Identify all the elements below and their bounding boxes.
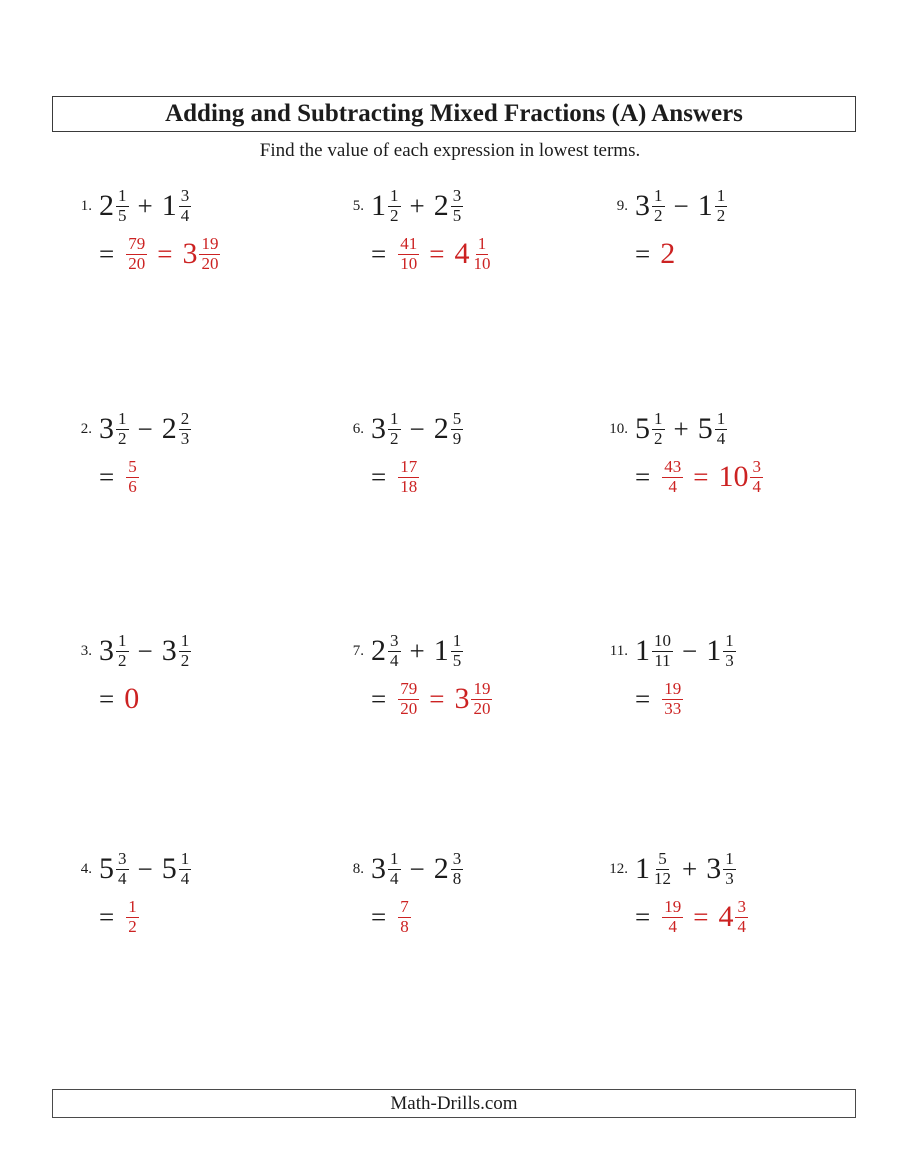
fraction — [179, 410, 192, 448]
numerator: 1 — [390, 848, 399, 868]
mixed-number — [99, 850, 129, 888]
numerator: 1 — [118, 185, 127, 205]
numerator: 5 — [128, 456, 137, 476]
mixed-number — [162, 632, 192, 670]
denominator: 5 — [118, 205, 127, 225]
fraction — [471, 235, 492, 273]
numerator: 7 — [400, 896, 409, 916]
operator: − — [137, 413, 153, 444]
fraction — [116, 410, 129, 448]
answer-fraction — [660, 680, 683, 718]
problem-work — [99, 406, 191, 500]
problem-2 — [60, 406, 191, 500]
whole-part: 5 — [697, 412, 713, 445]
mixed-number — [99, 410, 129, 448]
problem-11 — [596, 628, 736, 722]
answer-mixed-number — [182, 235, 220, 273]
denominator: 4 — [390, 650, 399, 670]
fraction — [398, 458, 419, 496]
numerator: 1 — [725, 630, 734, 650]
problem-number: 6. — [352, 421, 364, 437]
problem-number: 1. — [80, 198, 92, 214]
fraction — [179, 632, 192, 670]
fraction — [116, 632, 129, 670]
denominator: 9 — [452, 428, 462, 448]
problem-answer — [371, 231, 492, 277]
fraction — [471, 680, 492, 718]
fraction — [652, 187, 665, 225]
mixed-number — [698, 410, 728, 448]
numerator: 1 — [654, 185, 663, 205]
fraction — [652, 850, 673, 888]
problem-7 — [332, 628, 492, 722]
operator: + — [409, 190, 425, 221]
answer-mixed-number — [454, 235, 492, 273]
answer-fraction — [660, 458, 683, 496]
denominator: 4 — [390, 868, 399, 888]
fraction — [179, 850, 192, 888]
numerator: 2 — [180, 408, 190, 428]
mixed-number — [635, 187, 665, 225]
denominator: 3 — [725, 868, 734, 888]
fraction — [398, 235, 419, 273]
denominator: 2 — [654, 428, 663, 448]
mixed-number — [635, 850, 673, 888]
denominator: 5 — [452, 205, 462, 225]
fraction — [723, 850, 736, 888]
mixed-number — [99, 187, 129, 225]
fraction — [451, 632, 464, 670]
answer-fraction — [396, 235, 419, 273]
answer-fraction — [124, 898, 139, 936]
numerator: 1 — [180, 630, 190, 650]
operator: − — [409, 413, 425, 444]
denominator: 20 — [473, 698, 491, 718]
mixed-number — [434, 850, 464, 888]
footer-box — [52, 1089, 856, 1118]
whole-part: 1 — [161, 189, 177, 222]
operator: − — [682, 635, 698, 666]
page-title: Adding and Subtracting Mixed Fractions (A) Answers — [165, 100, 743, 127]
answer-fraction — [396, 680, 419, 718]
mixed-number — [635, 410, 665, 448]
fraction — [662, 680, 683, 718]
problem-answer — [99, 676, 191, 722]
problem-expression — [99, 183, 220, 229]
equals-sign: = — [429, 238, 445, 269]
problem-work — [99, 846, 191, 940]
denominator: 3 — [180, 428, 190, 448]
operator: + — [409, 635, 425, 666]
fraction — [179, 187, 192, 225]
numerator: 3 — [118, 848, 127, 868]
denominator: 20 — [400, 698, 418, 718]
instruction-text: Find the value of each expression in lowest terms. — [259, 140, 641, 161]
numerator: 1 — [654, 408, 663, 428]
numerator: 79 — [128, 233, 146, 253]
problem-expression — [99, 406, 191, 452]
whole-part: 3 — [99, 412, 114, 445]
numerator: 19 — [664, 896, 682, 916]
denominator: 10 — [400, 253, 418, 273]
mixed-number — [454, 235, 492, 273]
problem-answer — [371, 676, 492, 722]
problem-answer — [371, 894, 463, 940]
whole-part: 5 — [99, 852, 114, 885]
answer-mixed-number — [454, 680, 492, 718]
problem-9 — [596, 183, 727, 277]
problem-expression — [371, 406, 463, 452]
denominator: 10 — [473, 253, 491, 273]
answer-fraction — [396, 898, 411, 936]
equals-sign: = — [693, 461, 709, 492]
equals-sign: = — [635, 238, 651, 269]
whole-part: 1 — [371, 189, 386, 222]
fraction — [652, 632, 673, 670]
denominator: 20 — [201, 253, 219, 273]
numerator: 1 — [716, 408, 726, 428]
whole-part: 3 — [182, 237, 198, 270]
equals-sign: = — [371, 683, 387, 714]
numerator: 1 — [725, 848, 734, 868]
equals-sign: = — [635, 901, 651, 932]
mixed-number — [371, 632, 401, 670]
equals-sign: = — [99, 901, 115, 932]
numerator: 19 — [201, 233, 219, 253]
equals-sign: = — [371, 901, 387, 932]
fraction — [116, 850, 129, 888]
mixed-number — [162, 187, 192, 225]
mixed-number — [371, 410, 401, 448]
whole-part: 2 — [433, 189, 449, 222]
problem-expression — [371, 846, 463, 892]
mixed-number — [454, 680, 492, 718]
denominator: 4 — [668, 916, 677, 936]
numerator: 1 — [118, 630, 127, 650]
equals-sign: = — [635, 683, 651, 714]
fraction — [662, 458, 683, 496]
denominator: 2 — [654, 205, 663, 225]
answer-mixed-number — [718, 898, 748, 936]
mixed-number — [371, 187, 401, 225]
numerator: 19 — [473, 678, 491, 698]
problem-work — [371, 846, 463, 940]
denominator: 11 — [654, 650, 671, 670]
problem-expression — [635, 406, 763, 452]
denominator: 4 — [716, 428, 726, 448]
fraction — [652, 410, 665, 448]
fraction — [388, 850, 401, 888]
fraction — [126, 898, 139, 936]
problem-answer — [371, 454, 463, 500]
answer-fraction — [660, 898, 683, 936]
fraction — [662, 898, 683, 936]
whole-part: 5 — [161, 852, 177, 885]
fraction — [126, 458, 139, 496]
problem-expression — [99, 628, 191, 674]
mixed-number — [434, 632, 464, 670]
equals-sign: = — [99, 461, 115, 492]
denominator: 5 — [452, 650, 462, 670]
fraction — [750, 458, 763, 496]
numerator: 79 — [400, 678, 418, 698]
problem-work — [99, 183, 220, 277]
mixed-number — [182, 235, 220, 273]
numerator: 17 — [400, 456, 418, 476]
denominator: 8 — [452, 868, 462, 888]
problem-number: 10. — [609, 421, 628, 437]
problem-expression — [635, 628, 736, 674]
denominator: 33 — [664, 698, 682, 718]
problem-expression — [371, 183, 492, 229]
operator: − — [409, 853, 425, 884]
operator: − — [673, 190, 689, 221]
fraction — [116, 187, 129, 225]
equals-sign: = — [99, 683, 115, 714]
problem-answer — [635, 676, 736, 722]
problem-8 — [332, 846, 463, 940]
denominator: 2 — [180, 650, 190, 670]
answer-whole-number: 0 — [124, 682, 140, 715]
whole-part: 3 — [371, 852, 386, 885]
mixed-number — [635, 632, 673, 670]
denominator: 2 — [716, 205, 726, 225]
fraction — [388, 410, 401, 448]
problem-4 — [60, 846, 191, 940]
problem-work — [99, 628, 191, 722]
problem-expression — [635, 183, 727, 229]
problem-expression — [99, 846, 191, 892]
problem-number: 3. — [80, 643, 92, 659]
problem-3 — [60, 628, 191, 722]
denominator: 2 — [118, 428, 127, 448]
answer-fraction — [124, 458, 139, 496]
answer-fraction — [396, 458, 419, 496]
denominator: 4 — [752, 476, 761, 496]
problem-answer — [99, 894, 191, 940]
denominator: 18 — [400, 476, 418, 496]
mixed-number — [99, 632, 129, 670]
operator: + — [682, 853, 698, 884]
mixed-number — [434, 187, 464, 225]
mixed-number — [371, 850, 401, 888]
denominator: 2 — [128, 916, 137, 936]
operator: − — [137, 853, 153, 884]
denominator: 4 — [118, 868, 127, 888]
whole-part: 1 — [635, 634, 650, 667]
problem-10 — [596, 406, 763, 500]
whole-part: 2 — [433, 412, 449, 445]
whole-part: 3 — [635, 189, 650, 222]
answer-fraction — [124, 235, 147, 273]
problem-5 — [332, 183, 492, 277]
problem-answer — [635, 894, 748, 940]
whole-part: 5 — [635, 412, 650, 445]
numerator: 1 — [390, 408, 399, 428]
mixed-number — [162, 410, 192, 448]
operator: − — [137, 635, 153, 666]
problem-work — [635, 628, 736, 722]
problem-answer — [635, 454, 763, 500]
numerator: 43 — [664, 456, 682, 476]
problem-work — [635, 846, 748, 940]
whole-part: 3 — [454, 682, 470, 715]
whole-part: 3 — [161, 634, 177, 667]
operator: + — [673, 413, 689, 444]
numerator: 1 — [452, 630, 462, 650]
problem-work — [371, 406, 463, 500]
fraction — [199, 235, 220, 273]
numerator: 3 — [390, 630, 399, 650]
problem-number: 9. — [616, 198, 628, 214]
equals-sign: = — [429, 683, 445, 714]
numerator: 10 — [654, 630, 671, 650]
fraction — [735, 898, 748, 936]
whole-part: 2 — [371, 634, 386, 667]
problem-work — [635, 183, 727, 277]
whole-part: 1 — [433, 634, 449, 667]
numerator: 5 — [658, 848, 667, 868]
whole-part: 4 — [718, 900, 734, 933]
footer-label: Math-Drills.com — [390, 1092, 518, 1114]
denominator: 4 — [668, 476, 677, 496]
problem-answer — [99, 454, 191, 500]
denominator: 20 — [128, 253, 146, 273]
fraction — [388, 632, 401, 670]
problem-number: 7. — [352, 643, 364, 659]
numerator: 1 — [128, 896, 137, 916]
title-box — [52, 96, 856, 132]
problem-number: 11. — [609, 643, 628, 659]
whole-part: 4 — [454, 237, 470, 270]
denominator: 2 — [118, 650, 127, 670]
operator: + — [137, 190, 153, 221]
denominator: 4 — [180, 205, 190, 225]
numerator: 19 — [664, 678, 682, 698]
denominator: 2 — [390, 428, 399, 448]
mixed-number — [706, 850, 736, 888]
numerator: 1 — [390, 185, 399, 205]
problem-number: 5. — [352, 198, 364, 214]
problem-12 — [596, 846, 748, 940]
whole-part: 1 — [635, 852, 650, 885]
whole-part: 3 — [99, 634, 114, 667]
numerator: 3 — [452, 185, 462, 205]
problem-answer — [635, 231, 727, 277]
mixed-number — [698, 187, 728, 225]
mixed-number — [162, 850, 192, 888]
problem-number: 2. — [80, 421, 92, 437]
numerator: 41 — [400, 233, 418, 253]
numerator: 3 — [452, 848, 462, 868]
answer-mixed-number — [718, 458, 763, 496]
denominator: 12 — [654, 868, 671, 888]
problem-expression — [371, 628, 492, 674]
equals-sign: = — [371, 461, 387, 492]
fraction — [398, 680, 419, 718]
fraction — [398, 898, 411, 936]
numerator: 1 — [118, 408, 127, 428]
answer-whole-number: 2 — [660, 237, 676, 270]
numerator: 3 — [752, 456, 761, 476]
fraction — [715, 410, 728, 448]
problem-1 — [60, 183, 220, 277]
problem-6 — [332, 406, 463, 500]
problem-work — [371, 183, 492, 277]
whole-part: 3 — [371, 412, 386, 445]
equals-sign: = — [99, 238, 115, 269]
denominator: 4 — [737, 916, 746, 936]
problem-number: 8. — [352, 861, 364, 877]
whole-part: 3 — [706, 852, 722, 885]
problem-number: 4. — [80, 861, 92, 877]
fraction — [451, 850, 464, 888]
problem-work — [635, 406, 763, 500]
problem-answer — [99, 231, 220, 277]
numerator: 1 — [180, 848, 190, 868]
equals-sign: = — [635, 461, 651, 492]
numerator: 5 — [452, 408, 462, 428]
whole-part: 2 — [433, 852, 449, 885]
denominator: 6 — [128, 476, 137, 496]
fraction — [723, 632, 736, 670]
denominator: 4 — [180, 868, 190, 888]
denominator: 8 — [400, 916, 409, 936]
whole-part: 1 — [706, 634, 722, 667]
problem-expression — [635, 846, 748, 892]
mixed-number — [718, 898, 748, 936]
fraction — [451, 410, 464, 448]
numerator: 1 — [477, 233, 487, 253]
whole-part: 2 — [99, 189, 114, 222]
problem-work — [371, 628, 492, 722]
numerator: 1 — [716, 185, 726, 205]
fraction — [715, 187, 728, 225]
mixed-number — [434, 410, 464, 448]
equals-sign: = — [157, 238, 173, 269]
denominator: 3 — [725, 650, 734, 670]
whole-part: 2 — [161, 412, 177, 445]
fraction — [388, 187, 401, 225]
equals-sign: = — [371, 238, 387, 269]
problem-number: 12. — [609, 861, 628, 877]
equals-sign: = — [693, 901, 709, 932]
whole-part: 10 — [718, 460, 749, 493]
numerator: 3 — [180, 185, 190, 205]
whole-part: 1 — [697, 189, 713, 222]
numerator: 3 — [737, 896, 746, 916]
mixed-number — [718, 458, 763, 496]
fraction — [451, 187, 464, 225]
mixed-number — [706, 632, 736, 670]
fraction — [126, 235, 147, 273]
denominator: 2 — [390, 205, 399, 225]
